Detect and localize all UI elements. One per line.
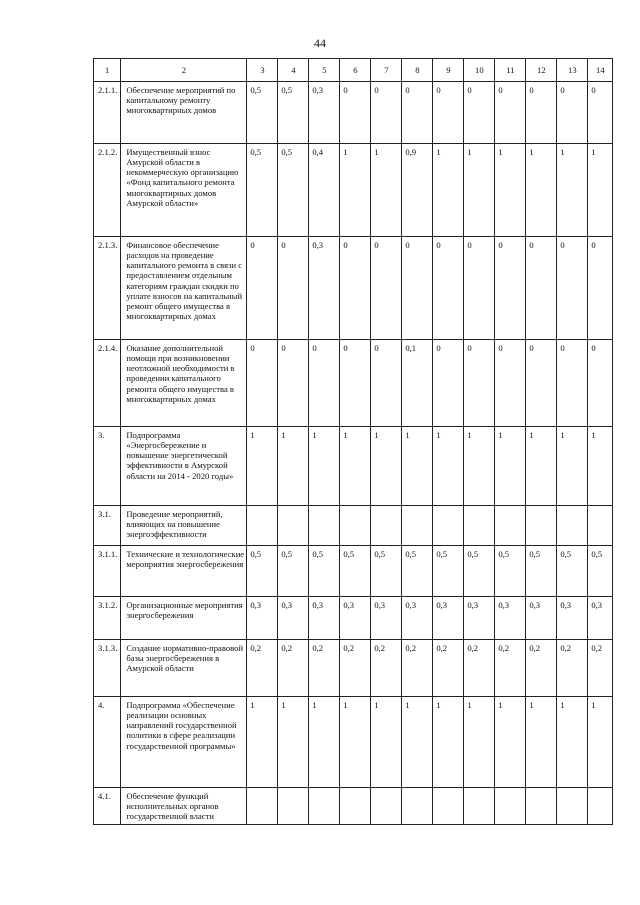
value-cell-col-5: 1 bbox=[309, 427, 340, 506]
value-cell-col-9: 0,2 bbox=[433, 640, 464, 697]
value-cell-col-3: 0,5 bbox=[247, 546, 278, 597]
header-cell-1: 1 bbox=[94, 59, 121, 82]
value-cell-col-6: 0,3 bbox=[340, 597, 371, 640]
value-cell-col-12: 0 bbox=[526, 340, 557, 427]
value-cell-col-8 bbox=[402, 788, 433, 825]
value-cell-col-12: 0,3 bbox=[526, 597, 557, 640]
value-cell-col-10: 0,3 bbox=[464, 597, 495, 640]
value-cell-col-7: 1 bbox=[371, 427, 402, 506]
header-row bbox=[94, 59, 613, 82]
table-row bbox=[94, 506, 613, 546]
value-cell-col-3: 0,5 bbox=[247, 82, 278, 144]
value-cell-col-11: 1 bbox=[495, 427, 526, 506]
header-cell-11: 11 bbox=[495, 59, 526, 82]
value-cell-col-7: 0,2 bbox=[371, 640, 402, 697]
header-cell-4: 4 bbox=[278, 59, 309, 82]
value-cell-col-10: 1 bbox=[464, 427, 495, 506]
value-cell-col-13: 0 bbox=[557, 340, 588, 427]
value-cell-col-12: 1 bbox=[526, 144, 557, 237]
value-cell-col-11: 0,2 bbox=[495, 640, 526, 697]
value-cell-col-3: 0,2 bbox=[247, 640, 278, 697]
value-cell-col-14: 0 bbox=[588, 237, 613, 340]
value-cell-col-6: 0 bbox=[340, 340, 371, 427]
value-cell-col-8: 0,3 bbox=[402, 597, 433, 640]
value-cell-col-9 bbox=[433, 788, 464, 825]
header-cell-3: 3 bbox=[247, 59, 278, 82]
row-name: Имущественный взнос Амурской области в некоммерческую организацию «Фонд капитального ремонта многоквартирных домов Амурской области» bbox=[121, 144, 247, 237]
value-cell-col-13: 0 bbox=[557, 237, 588, 340]
row-number: 4. bbox=[94, 697, 121, 788]
value-cell-col-8: 0 bbox=[402, 82, 433, 144]
header-cell-14: 14 bbox=[588, 59, 613, 82]
table-row bbox=[94, 237, 613, 340]
value-cell-col-6: 0 bbox=[340, 237, 371, 340]
indicators-table bbox=[93, 58, 613, 825]
value-cell-col-7: 1 bbox=[371, 144, 402, 237]
value-cell-col-14 bbox=[588, 788, 613, 825]
value-cell-col-13: 1 bbox=[557, 144, 588, 237]
value-cell-col-3: 0 bbox=[247, 340, 278, 427]
value-cell-col-4: 0,2 bbox=[278, 640, 309, 697]
row-name: Проведение мероприятий, влияющих на повышение энергоэффективности bbox=[121, 506, 247, 546]
value-cell-col-10: 0,2 bbox=[464, 640, 495, 697]
table-row bbox=[94, 427, 613, 506]
value-cell-col-9 bbox=[433, 506, 464, 546]
value-cell-col-4: 0 bbox=[278, 237, 309, 340]
value-cell-col-14: 0,3 bbox=[588, 597, 613, 640]
header-cell-8: 8 bbox=[402, 59, 433, 82]
value-cell-col-8: 0,5 bbox=[402, 546, 433, 597]
table-row bbox=[94, 144, 613, 237]
value-cell-col-6 bbox=[340, 506, 371, 546]
row-number: 3.1.3. bbox=[94, 640, 121, 697]
value-cell-col-13: 0,5 bbox=[557, 546, 588, 597]
value-cell-col-8: 0,2 bbox=[402, 640, 433, 697]
value-cell-col-7 bbox=[371, 788, 402, 825]
row-number: 2.1.2. bbox=[94, 144, 121, 237]
value-cell-col-13: 1 bbox=[557, 697, 588, 788]
value-cell-col-13: 1 bbox=[557, 427, 588, 506]
value-cell-col-11: 0 bbox=[495, 82, 526, 144]
value-cell-col-11: 1 bbox=[495, 144, 526, 237]
value-cell-col-5: 0,4 bbox=[309, 144, 340, 237]
value-cell-col-12 bbox=[526, 788, 557, 825]
row-number: 3.1.2. bbox=[94, 597, 121, 640]
value-cell-col-7: 0 bbox=[371, 340, 402, 427]
value-cell-col-9: 0 bbox=[433, 82, 464, 144]
value-cell-col-4: 1 bbox=[278, 427, 309, 506]
value-cell-col-3 bbox=[247, 506, 278, 546]
value-cell-col-5: 0,5 bbox=[309, 546, 340, 597]
value-cell-col-12: 0,5 bbox=[526, 546, 557, 597]
value-cell-col-9: 0 bbox=[433, 340, 464, 427]
value-cell-col-11 bbox=[495, 506, 526, 546]
value-cell-col-6: 0,2 bbox=[340, 640, 371, 697]
row-number: 2.1.3. bbox=[94, 237, 121, 340]
value-cell-col-3: 0,5 bbox=[247, 144, 278, 237]
value-cell-col-3: 0 bbox=[247, 237, 278, 340]
value-cell-col-7: 1 bbox=[371, 697, 402, 788]
value-cell-col-6: 1 bbox=[340, 144, 371, 237]
value-cell-col-8: 0,1 bbox=[402, 340, 433, 427]
value-cell-col-14: 0,5 bbox=[588, 546, 613, 597]
value-cell-col-10 bbox=[464, 788, 495, 825]
value-cell-col-7: 0,3 bbox=[371, 597, 402, 640]
value-cell-col-7 bbox=[371, 506, 402, 546]
table-row bbox=[94, 788, 613, 825]
value-cell-col-10: 0,5 bbox=[464, 546, 495, 597]
value-cell-col-14: 1 bbox=[588, 144, 613, 237]
value-cell-col-13: 0,3 bbox=[557, 597, 588, 640]
value-cell-col-9: 1 bbox=[433, 697, 464, 788]
value-cell-col-14: 0 bbox=[588, 340, 613, 427]
value-cell-col-14: 0 bbox=[588, 82, 613, 144]
value-cell-col-3 bbox=[247, 788, 278, 825]
value-cell-col-11 bbox=[495, 788, 526, 825]
header-cell-12: 12 bbox=[526, 59, 557, 82]
value-cell-col-14: 1 bbox=[588, 697, 613, 788]
row-name: Обеспечение функций исполнительных органов государственной власти bbox=[121, 788, 247, 825]
value-cell-col-5: 1 bbox=[309, 697, 340, 788]
value-cell-col-3: 0,3 bbox=[247, 597, 278, 640]
value-cell-col-6: 1 bbox=[340, 427, 371, 506]
row-number: 2.1.1. bbox=[94, 82, 121, 144]
row-number: 2.1.4. bbox=[94, 340, 121, 427]
header-cell-13: 13 bbox=[557, 59, 588, 82]
value-cell-col-9: 1 bbox=[433, 427, 464, 506]
value-cell-col-5: 0,3 bbox=[309, 82, 340, 144]
value-cell-col-8 bbox=[402, 506, 433, 546]
value-cell-col-3: 1 bbox=[247, 697, 278, 788]
value-cell-col-3: 1 bbox=[247, 427, 278, 506]
value-cell-col-8: 1 bbox=[402, 427, 433, 506]
value-cell-col-8: 0,9 bbox=[402, 144, 433, 237]
value-cell-col-9: 0,3 bbox=[433, 597, 464, 640]
value-cell-col-6: 1 bbox=[340, 697, 371, 788]
row-number: 3.1. bbox=[94, 506, 121, 546]
table-row bbox=[94, 697, 613, 788]
table-row bbox=[94, 640, 613, 697]
header-cell-6: 6 bbox=[340, 59, 371, 82]
value-cell-col-12 bbox=[526, 506, 557, 546]
value-cell-col-14: 0,2 bbox=[588, 640, 613, 697]
value-cell-col-9: 0,5 bbox=[433, 546, 464, 597]
value-cell-col-12: 0 bbox=[526, 82, 557, 144]
table-row bbox=[94, 546, 613, 597]
value-cell-col-5 bbox=[309, 788, 340, 825]
value-cell-col-4 bbox=[278, 506, 309, 546]
table-row bbox=[94, 82, 613, 144]
value-cell-col-10: 1 bbox=[464, 697, 495, 788]
value-cell-col-5: 0,3 bbox=[309, 237, 340, 340]
value-cell-col-10: 1 bbox=[464, 144, 495, 237]
value-cell-col-5: 0,3 bbox=[309, 597, 340, 640]
value-cell-col-11: 1 bbox=[495, 697, 526, 788]
header-cell-10: 10 bbox=[464, 59, 495, 82]
value-cell-col-4: 0,3 bbox=[278, 597, 309, 640]
value-cell-col-13 bbox=[557, 788, 588, 825]
header-cell-2: 2 bbox=[121, 59, 247, 82]
value-cell-col-7: 0,5 bbox=[371, 546, 402, 597]
value-cell-col-11: 0 bbox=[495, 237, 526, 340]
value-cell-col-11: 0 bbox=[495, 340, 526, 427]
value-cell-col-10: 0 bbox=[464, 237, 495, 340]
value-cell-col-13: 0,2 bbox=[557, 640, 588, 697]
value-cell-col-8: 0 bbox=[402, 237, 433, 340]
value-cell-col-4: 1 bbox=[278, 697, 309, 788]
value-cell-col-4: 0,5 bbox=[278, 82, 309, 144]
row-number: 3.1.1. bbox=[94, 546, 121, 597]
value-cell-col-9: 1 bbox=[433, 144, 464, 237]
row-name: Оказание дополнительной помощи при возникновении неотложной необходимости в проведении капитального ремонта общего имущества в многоквартирных домах bbox=[121, 340, 247, 427]
table-row bbox=[94, 340, 613, 427]
value-cell-col-10: 0 bbox=[464, 340, 495, 427]
value-cell-col-9: 0 bbox=[433, 237, 464, 340]
row-name: Организационные мероприятия энергосбережения bbox=[121, 597, 247, 640]
value-cell-col-13: 0 bbox=[557, 82, 588, 144]
value-cell-col-5 bbox=[309, 506, 340, 546]
value-cell-col-10: 0 bbox=[464, 82, 495, 144]
value-cell-col-6: 0,5 bbox=[340, 546, 371, 597]
value-cell-col-10 bbox=[464, 506, 495, 546]
value-cell-col-12: 1 bbox=[526, 697, 557, 788]
value-cell-col-6: 0 bbox=[340, 82, 371, 144]
value-cell-col-5: 0,2 bbox=[309, 640, 340, 697]
value-cell-col-4: 0 bbox=[278, 340, 309, 427]
value-cell-col-12: 0,2 bbox=[526, 640, 557, 697]
value-cell-col-11: 0,3 bbox=[495, 597, 526, 640]
header-cell-9: 9 bbox=[433, 59, 464, 82]
row-name: Обеспечение мероприятий по капитальному ремонту многоквартирных домов bbox=[121, 82, 247, 144]
table-row bbox=[94, 597, 613, 640]
value-cell-col-6 bbox=[340, 788, 371, 825]
value-cell-col-13 bbox=[557, 506, 588, 546]
value-cell-col-4: 0,5 bbox=[278, 546, 309, 597]
page-number: 44 bbox=[314, 36, 326, 50]
header-cell-5: 5 bbox=[309, 59, 340, 82]
value-cell-col-4: 0,5 bbox=[278, 144, 309, 237]
row-name: Подпрограмма «Обеспечение реализации основных направлений государственной политики в сфере реализации государственной программы» bbox=[121, 697, 247, 788]
row-name: Создание нормативно-правовой базы энергосбережения в Амурской области bbox=[121, 640, 247, 697]
value-cell-col-12: 1 bbox=[526, 427, 557, 506]
row-name: Подпрограмма «Энергосбережение и повышение энергетической эффективности в Амурской области на 2014 - 2020 годы» bbox=[121, 427, 247, 506]
value-cell-col-7: 0 bbox=[371, 82, 402, 144]
header-cell-7: 7 bbox=[371, 59, 402, 82]
row-number: 3. bbox=[94, 427, 121, 506]
row-name: Технические и технологические мероприятия энергосбережения bbox=[121, 546, 247, 597]
value-cell-col-11: 0,5 bbox=[495, 546, 526, 597]
row-name: Финансовое обеспечение расходов на проведение капитального ремонта в связи с предоставлением отдельным категориям граждан скидки по уплате взносов на капитальный ремонт общего имущества в многоквартирных домах bbox=[121, 237, 247, 340]
value-cell-col-14 bbox=[588, 506, 613, 546]
value-cell-col-4 bbox=[278, 788, 309, 825]
value-cell-col-14: 1 bbox=[588, 427, 613, 506]
value-cell-col-12: 0 bbox=[526, 237, 557, 340]
value-cell-col-5: 0 bbox=[309, 340, 340, 427]
row-number: 4.1. bbox=[94, 788, 121, 825]
value-cell-col-7: 0 bbox=[371, 237, 402, 340]
value-cell-col-8: 1 bbox=[402, 697, 433, 788]
